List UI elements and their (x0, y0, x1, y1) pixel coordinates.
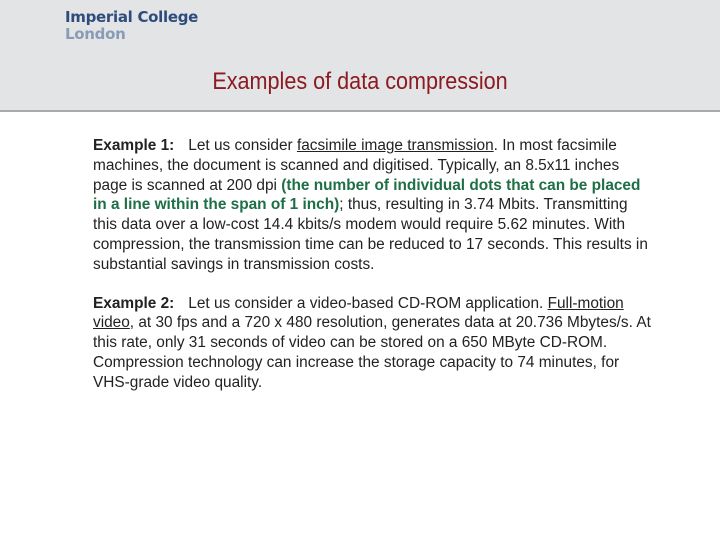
example-2-underlined-term: Full-motion video (93, 294, 624, 332)
example-1-paragraph (93, 136, 653, 275)
slide-title: Examples of data compression (212, 68, 508, 95)
logo-line-2: London (65, 25, 126, 43)
example-2-text-a: Let us consider a video-based CD-ROM application. (188, 294, 548, 312)
example-2-text-b: , at 30 fps and a 720 x 480 resolution, generates data at 20.736 Mbytes/s. At this rate, only 31 seconds of video can be stored on a 650 MByte CD-ROM. Compression technology can increase the storage capacity to 74 minutes, for VHS-grade video quality. (93, 314, 651, 391)
slide-body (93, 136, 653, 412)
logo-line-1: Imperial College (65, 8, 199, 26)
example-1-text-a: Let us consider (188, 137, 297, 154)
example-1-text-b: . In most facsimile machines, the document is scanned and digitised. Typically, an 8.5x11 inches page is scanned at 200 dpi (93, 137, 620, 194)
example-1-text-c: ; thus, resulting in 3.74 Mbits. Transmitting this data over a low-cost 14.4 kbits/s modem would require 5.62 minutes. With compression, the transmission time can be reduced to 17 seconds. This results in substantial savings in transmission costs. (93, 196, 648, 273)
header-bar (0, 0, 720, 112)
example-1-highlight: (the number of individual dots that can be placed in a line within the span of 1 inch) (93, 176, 641, 214)
example-2-label: Example 2: (93, 294, 175, 312)
example-1-label: Example 1: (93, 137, 175, 154)
example-2-paragraph (93, 294, 653, 393)
imperial-college-logo (65, 9, 198, 43)
example-1-underlined-term: facsimile image transmission (296, 137, 494, 154)
